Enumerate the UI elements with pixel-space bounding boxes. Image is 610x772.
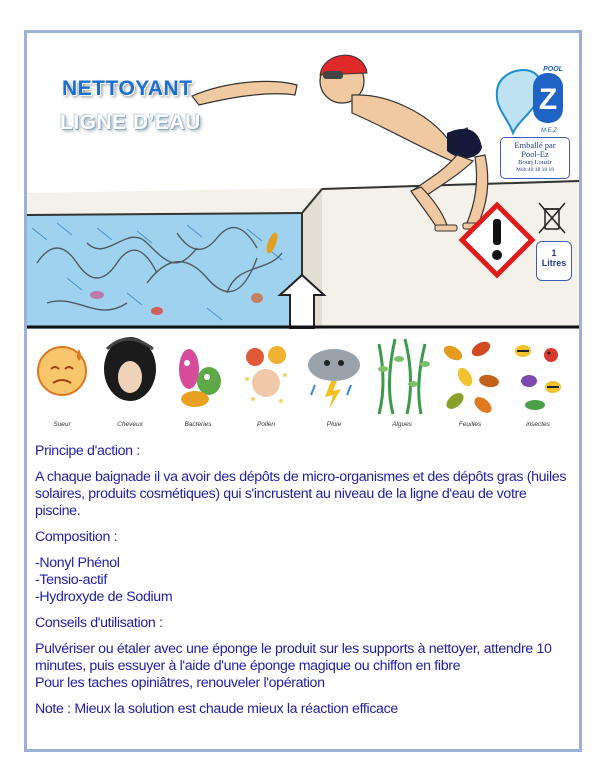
category-algues xyxy=(369,329,435,435)
category-feuilles xyxy=(437,329,503,435)
sweat-face-icon xyxy=(29,329,95,419)
logo-letter: Z xyxy=(538,83,558,116)
category-sueur xyxy=(29,329,95,435)
category-pollen xyxy=(233,329,299,435)
packager-line1: Emballé par xyxy=(514,140,556,150)
leaves-icon xyxy=(437,329,503,419)
product-title-line2: LIGNE D’EAU xyxy=(60,111,201,134)
bacteria-icon xyxy=(165,329,231,419)
category-label: Pluie xyxy=(326,421,342,428)
category-cheveux xyxy=(97,329,163,435)
product-title-line1: NETTOYANT xyxy=(62,77,193,100)
brand-logo xyxy=(489,61,569,136)
packager-line2: Pool-Ez xyxy=(521,149,549,159)
packager-line4: Mob:40 18 18 18 xyxy=(515,167,555,173)
principe-text: A chaque baignade il va avoir des dépôts de micro-organismes et des dépôts gras (huiles solaires, produits cosmétiques) qui s'incrustent au niveau de la ligne d'eau de votre piscine. xyxy=(35,469,567,519)
composition-item: -Nonyl Phénol xyxy=(35,555,120,571)
logo-top-text: POOL xyxy=(543,66,563,73)
algae-icon xyxy=(369,329,435,419)
category-label: Sueur xyxy=(53,421,71,428)
category-pluie xyxy=(301,329,367,435)
pollen-icon xyxy=(233,329,299,419)
conseils-heading: Conseils d'utilisation : xyxy=(35,615,163,631)
conseils-text: Pulvériser ou étaler avec une éponge le produit sur les supports à nettoyer, attendre 10 minutes, puis essuyer à l'aide d'une éponge magique ou chiffon en fibre xyxy=(35,641,552,674)
hair-icon xyxy=(97,329,163,419)
product-description xyxy=(35,443,575,718)
note-text: Note : Mieux la solution est chaude mieux la réaction efficace xyxy=(35,701,398,717)
volume-badge xyxy=(536,241,572,281)
volume-unit: Litres xyxy=(541,258,567,268)
category-label: Algues xyxy=(392,421,412,428)
composition-heading: Composition : xyxy=(35,529,118,545)
insects-icon xyxy=(505,329,571,419)
packager-info-box xyxy=(500,137,570,179)
composition-item: -Tensio-actif xyxy=(35,572,107,588)
conseils-text-repeat: Pour les taches opiniâtres, renouveler l'opération xyxy=(35,675,325,691)
composition-item: -Hydroxyde de Sodium xyxy=(35,589,173,605)
rain-cloud-icon xyxy=(301,329,367,419)
logo-bottom-text: M.E.Z xyxy=(541,128,557,134)
label-frame xyxy=(24,30,582,752)
contaminant-icons-strip xyxy=(27,329,579,435)
category-label: Pollen xyxy=(256,421,276,428)
principe-heading: Principe d'action : xyxy=(35,443,140,459)
category-label: Bacteries xyxy=(184,421,212,428)
pool-illustration xyxy=(27,33,579,435)
category-label: Feuilles xyxy=(458,421,482,428)
volume-number: 1 xyxy=(551,248,557,258)
packager-line3: Bourj Louzir xyxy=(518,159,552,166)
category-label: Cheveux xyxy=(117,421,143,428)
water xyxy=(27,213,302,329)
category-label: insectes xyxy=(526,421,550,428)
category-bacteries xyxy=(165,329,231,435)
category-insectes xyxy=(505,329,571,435)
